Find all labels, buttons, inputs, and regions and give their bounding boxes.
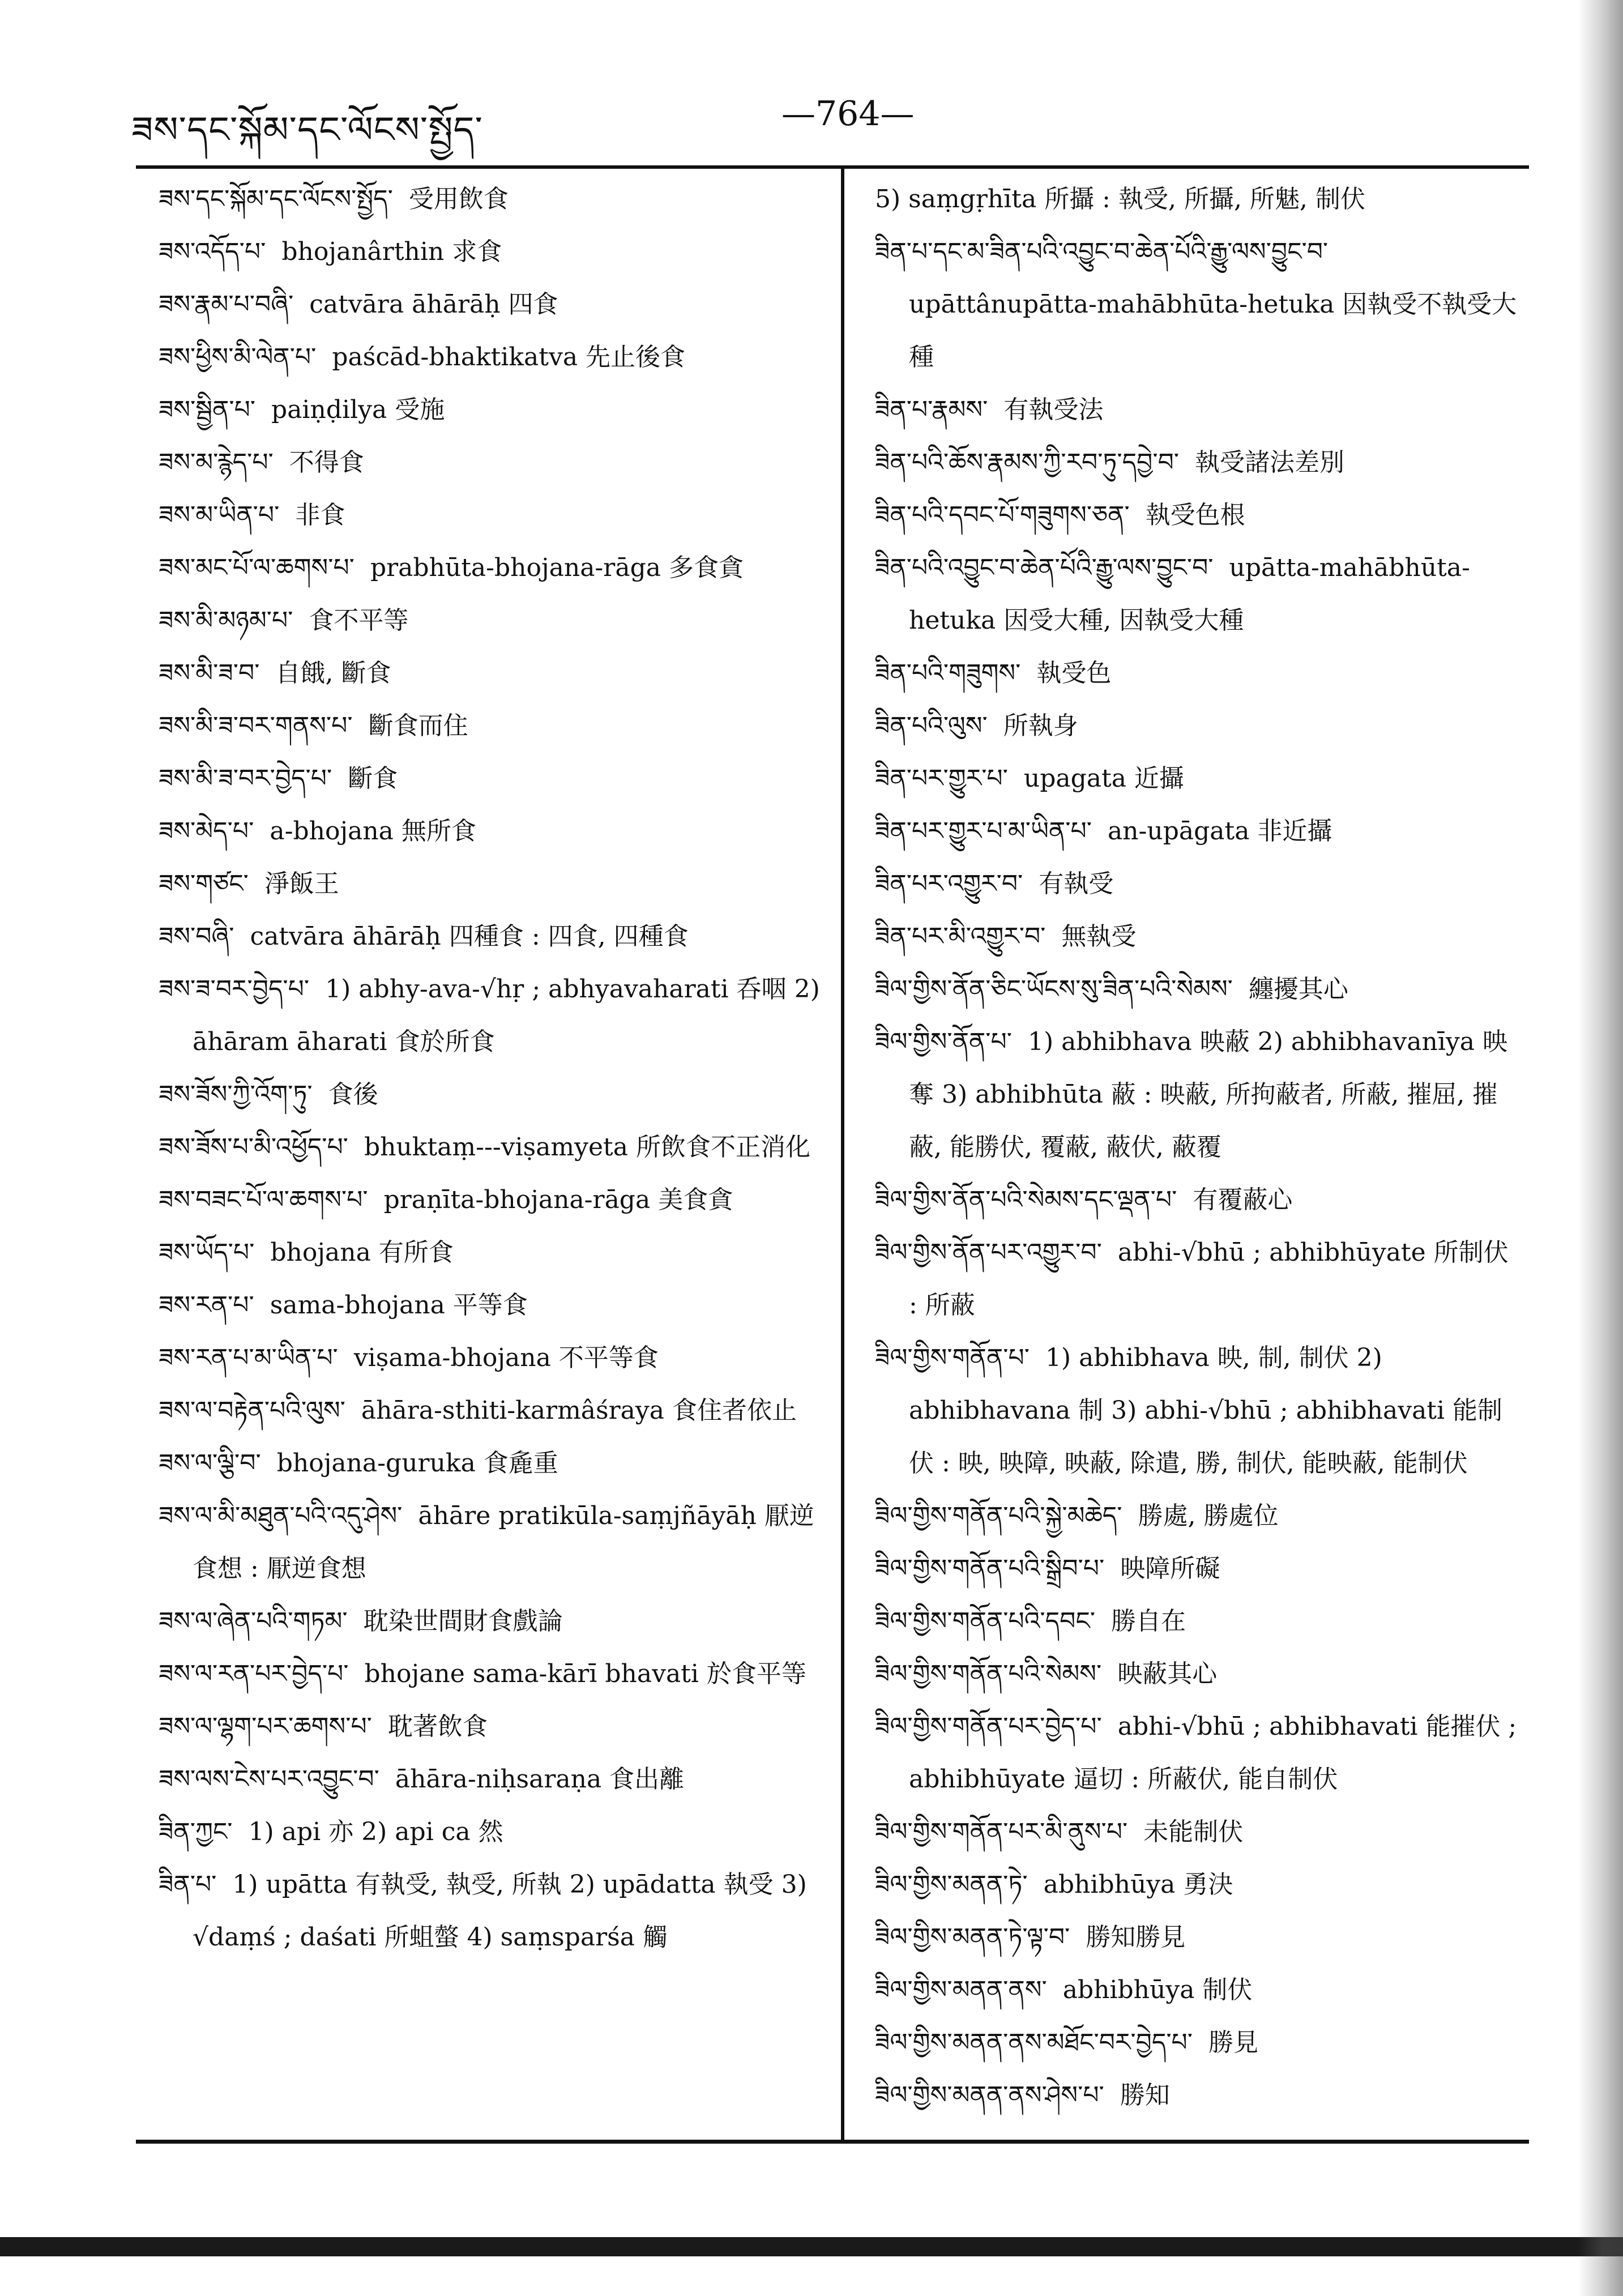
entry-headword: ཟས་དང་སྐོམ་དང་ལོངས་སྤྱོད་ bbox=[159, 185, 393, 214]
entry-headword: ཟས་བཞི་ bbox=[159, 922, 234, 951]
entry-gloss: 受用飲食 bbox=[408, 185, 509, 214]
dictionary-entry bbox=[875, 1911, 1521, 1964]
dictionary-entry bbox=[875, 1490, 1521, 1542]
entry-gloss: 無執受 bbox=[1061, 922, 1137, 951]
entry-gloss: 勝知勝見 bbox=[1086, 1923, 1186, 1952]
dictionary-entry bbox=[875, 1648, 1521, 1700]
entry-gloss: 不得食 bbox=[289, 448, 364, 477]
dictionary-entry bbox=[875, 1173, 1521, 1226]
dictionary-entry bbox=[875, 1858, 1521, 1911]
entry-gloss: 1) upātta 有執受, 執受, 所執 2) upādatta 執受 3) √daṃś ; daśati 所蛆螫 4) saṃsparśa 觸 bbox=[193, 1870, 807, 1952]
entry-headword: ཟས་ལ་ལྷག་པར་ཆགས་པ་ bbox=[159, 1712, 372, 1741]
entry-headword: ཟས་ཡོད་པ་ bbox=[159, 1238, 255, 1267]
dictionary-entry bbox=[159, 647, 821, 699]
bottom-rule bbox=[136, 2140, 1529, 2144]
entry-gloss: 勝見 bbox=[1208, 2028, 1258, 2057]
dictionary-entry bbox=[159, 541, 821, 594]
dictionary-entry bbox=[159, 752, 821, 805]
entry-gloss: praṇīta-bhojana-rāga 美食貪 bbox=[383, 1185, 733, 1214]
entry-gloss: upagata 近攝 bbox=[1023, 764, 1184, 793]
dictionary-entry bbox=[159, 1226, 821, 1279]
entry-headword: ཟིལ་གྱིས་མནན་ནས་ bbox=[875, 1975, 1047, 2004]
dictionary-entry bbox=[159, 1331, 821, 1384]
dictionary-entry bbox=[159, 805, 821, 857]
entry-headword: ཟས་ལ་རན་པར་བྱེད་པ་ bbox=[159, 1659, 349, 1688]
entry-headword: ཟིན་པ་རྣམས་ bbox=[875, 395, 988, 424]
entry-headword: ཟིན་པའི་ལུས་ bbox=[875, 711, 988, 740]
dictionary-entry bbox=[159, 1279, 821, 1331]
entry-gloss: 有執受法 bbox=[1003, 395, 1104, 424]
dictionary-entry bbox=[875, 1964, 1521, 2016]
entry-gloss: 勝處, 勝處位 bbox=[1138, 1501, 1279, 1530]
entry-headword: ཟིན་པ་དང་མ་ཟིན་པའི་འབྱུང་བ་ཆེན་པོའི་རྒྱུ་ལས་བྱུང་བ་ bbox=[875, 237, 1329, 266]
entry-headword: ཟས་བཟང་པོ་ལ་ཆགས་པ་ bbox=[159, 1185, 368, 1214]
dictionary-entry bbox=[875, 173, 1521, 225]
entry-gloss: 勝知 bbox=[1120, 2081, 1170, 2110]
dictionary-entry bbox=[875, 1542, 1521, 1595]
entry-gloss: 1) abhibhava 映蔽 2) abhibhavanīya 映奪 3) abhibhūta 蔽 : 映蔽, 所拘蔽者, 所蔽, 摧屈, 摧蔽, 能勝伏, 覆蔽, 蔽伏, 蔽覆 bbox=[909, 1027, 1507, 1162]
right-column bbox=[875, 173, 1521, 2122]
dictionary-entry bbox=[875, 857, 1521, 910]
entry-gloss: 有執受 bbox=[1039, 869, 1114, 898]
entry-gloss: paiṇḍilya 受施 bbox=[271, 395, 445, 424]
top-rule bbox=[136, 165, 1529, 169]
entry-headword: ཟས་འདོད་པ་ bbox=[159, 237, 266, 266]
entry-gloss: 耽著飲食 bbox=[387, 1712, 488, 1741]
entry-gloss: 淨飯王 bbox=[264, 869, 339, 898]
dictionary-entry bbox=[875, 489, 1521, 541]
dictionary-entry bbox=[875, 1226, 1521, 1331]
dictionary-entry bbox=[159, 1753, 821, 1806]
dictionary-entry bbox=[875, 436, 1521, 489]
entry-headword: ཟས་མ་ཡིན་པ་ bbox=[159, 501, 280, 530]
entry-headword: ཟས་མི་ཟ་བ་ bbox=[159, 659, 260, 688]
entry-headword: ཟིལ་གྱིས་ནོན་པའི་སེམས་དང་ལྡན་པ་ bbox=[875, 1185, 1177, 1214]
entry-headword: ཟས་ལ་ཞེན་པའི་གཏམ་ bbox=[159, 1607, 348, 1636]
entry-headword: ཟས་ལ་ལྕི་བ་ bbox=[159, 1449, 261, 1478]
entry-headword: ཟས་མ་རྙེད་པ་ bbox=[159, 448, 274, 477]
entry-headword: ཟས་མི་ཟ་བར་བྱེད་པ་ bbox=[159, 764, 332, 793]
dictionary-entry bbox=[159, 963, 821, 1068]
dictionary-entry bbox=[159, 1858, 821, 1964]
column-divider bbox=[841, 169, 844, 2140]
entry-gloss: paścād-bhaktikatva 先止後食 bbox=[332, 343, 686, 372]
dictionary-entry bbox=[159, 331, 821, 383]
dictionary-entry bbox=[875, 752, 1521, 805]
dictionary-entry bbox=[875, 1331, 1521, 1490]
entry-headword: ཟས་སྦྱིན་པ་ bbox=[159, 395, 256, 424]
entry-headword: ཟས་ཕྱིས་མི་ལེན་པ་ bbox=[159, 343, 317, 372]
entry-headword: ཟིལ་གྱིས་གནོན་པར་བྱེད་པ་ bbox=[875, 1712, 1102, 1741]
dictionary-entry bbox=[159, 857, 821, 910]
entry-gloss: an-upāgata 非近攝 bbox=[1107, 817, 1332, 846]
entry-gloss: a-bhojana 無所食 bbox=[270, 817, 476, 846]
dictionary-entry bbox=[875, 910, 1521, 963]
dictionary-entry bbox=[159, 1384, 821, 1437]
entry-headword: ཟས་གཙང་ bbox=[159, 869, 249, 898]
dictionary-entry bbox=[875, 225, 1521, 383]
entry-gloss: 執受諸法差別 bbox=[1195, 448, 1345, 477]
dictionary-entry bbox=[159, 173, 821, 225]
entry-gloss: bhojanârthin 求食 bbox=[281, 237, 502, 266]
entry-headword: ཟིན་པའི་ཆོས་རྣམས་ཀྱི་རབ་ཏུ་དབྱེ་བ་ bbox=[875, 448, 1180, 477]
entry-gloss: 所執身 bbox=[1003, 711, 1078, 740]
dictionary-entry bbox=[159, 1806, 821, 1858]
dictionary-entry bbox=[159, 1068, 821, 1121]
entry-headword: ཟས་ལ་མི་མཐུན་པའི་འདུ་ཤེས་ bbox=[159, 1501, 403, 1530]
entry-gloss: 斷食而住 bbox=[368, 711, 468, 740]
entry-gloss: viṣama-bhojana 不平等食 bbox=[353, 1343, 659, 1372]
entry-gloss: 耽染世間財食戲論 bbox=[363, 1607, 563, 1636]
entry-gloss: 1) abhy-ava-√hṛ ; abhyavaharati 呑咽 2) āhāram āharati 食於所食 bbox=[193, 975, 820, 1056]
dictionary-entry bbox=[159, 1700, 821, 1753]
dictionary-entry bbox=[159, 1121, 821, 1173]
dictionary-entry bbox=[875, 1806, 1521, 1858]
entry-gloss: 1) abhibhava 映, 制, 制伏 2) abhibhavana 制 3) abhi-√bhū ; abhibhavati 能制伏 : 映, 映障, 映蔽, 除遣, 勝, 制伏, 能映蔽, 能制伏 bbox=[909, 1343, 1503, 1478]
entry-gloss: 非食 bbox=[295, 501, 345, 530]
entry-headword: ཟིན་པའི་འབྱུང་བ་ཆེན་པོའི་རྒྱུ་ལས་བྱུང་བ་ bbox=[875, 553, 1214, 582]
dictionary-entry bbox=[159, 383, 821, 436]
dictionary-entry bbox=[875, 699, 1521, 752]
entry-gloss: 5) saṃgṛhīta 所攝 : 執受, 所攝, 所魅, 制伏 bbox=[875, 185, 1365, 214]
entry-gloss: abhibhūya 制伏 bbox=[1062, 1975, 1253, 2004]
entry-gloss: 纏擾其心 bbox=[1248, 975, 1348, 1004]
entry-headword: ཟས་མི་མཉམ་པ་ bbox=[159, 606, 293, 635]
entry-gloss: abhi-√bhū ; abhibhavati 能摧伏 ; abhibhūyate 逼切 : 所蔽伏, 能自制伏 bbox=[909, 1712, 1517, 1794]
entry-headword: ཟས་རན་པ་ bbox=[159, 1291, 254, 1320]
entry-gloss: 食不平等 bbox=[309, 606, 409, 635]
dictionary-entry bbox=[159, 1648, 821, 1700]
entry-headword: ཟས་རན་པ་མ་ཡིན་པ་ bbox=[159, 1343, 338, 1372]
entry-headword: ཟིལ་གྱིས་མནན་ནས་ཤེས་པ་ bbox=[875, 2081, 1104, 2110]
dictionary-entry bbox=[159, 910, 821, 963]
dictionary-entry bbox=[875, 2069, 1521, 2122]
dictionary-entry bbox=[159, 225, 821, 278]
dictionary-entry bbox=[875, 383, 1521, 436]
entry-headword: ཟས་ཟོས་ཀྱི་འོག་ཏུ་ bbox=[159, 1080, 313, 1109]
dictionary-entry bbox=[875, 2016, 1521, 2069]
entry-headword: ཟིན་པའི་གཟུགས་ bbox=[875, 659, 1021, 688]
dictionary-entry bbox=[159, 1173, 821, 1226]
entry-headword: ཟས་ལས་ངེས་པར་འབྱུང་བ་ bbox=[159, 1765, 379, 1794]
entry-gloss: 勝自在 bbox=[1111, 1607, 1186, 1636]
entry-gloss: 執受色 bbox=[1036, 659, 1112, 688]
dictionary-entry bbox=[159, 436, 821, 489]
entry-headword: ཟིལ་གྱིས་ནོན་ཅིང་ཡོངས་སུ་ཟིན་པའི་སེམས་ bbox=[875, 975, 1233, 1004]
entry-headword: ཟིལ་གྱིས་ནོན་པར་འགྱུར་བ་ bbox=[875, 1238, 1102, 1267]
entry-headword: ཟིལ་གྱིས་གནོན་པའི་སྒྲིབ་པ་ bbox=[875, 1554, 1105, 1583]
entry-gloss: 斷食 bbox=[348, 764, 398, 793]
entry-gloss: prabhūta-bhojana-rāga 多食貪 bbox=[370, 553, 744, 582]
entry-gloss: 自餓, 斷食 bbox=[275, 659, 391, 688]
running-header: ཟས་དང་སྐོམ་དང་ལོངས་སྤྱོད་ bbox=[131, 109, 483, 151]
dictionary-entry bbox=[875, 805, 1521, 857]
entry-headword: ཟས་ཟ་བར་བྱེད་པ་ bbox=[159, 975, 310, 1004]
dictionary-entry bbox=[159, 699, 821, 752]
entry-gloss: 執受色根 bbox=[1145, 501, 1245, 530]
entry-headword: ཟིལ་གྱིས་མནན་ཏེ་ bbox=[875, 1870, 1028, 1899]
entry-gloss: 映蔽其心 bbox=[1117, 1659, 1218, 1688]
entry-headword: ཟས་ཟོས་པ་མི་འཕྱོད་པ་ bbox=[159, 1133, 348, 1162]
dictionary-entry bbox=[159, 278, 821, 331]
entry-gloss: sama-bhojana 平等食 bbox=[270, 1291, 528, 1320]
entry-headword: ཟས་མེད་པ་ bbox=[159, 817, 254, 846]
entry-headword: ཟིལ་གྱིས་གནོན་པ་ bbox=[875, 1343, 1030, 1372]
entry-headword: ཟིན་པ་ bbox=[159, 1870, 217, 1899]
entry-headword: ཟིལ་གྱིས་གནོན་པའི་དབང་ bbox=[875, 1607, 1095, 1636]
entry-headword: ཟིན་ཀྱང་ bbox=[159, 1817, 233, 1846]
entry-gloss: āhāre pratikūla-saṃjñāyāḥ 厭逆食想 : 厭逆食想 bbox=[193, 1501, 814, 1583]
entry-gloss: abhi-√bhū ; abhibhūyate 所制伏 : 所蔽 bbox=[909, 1238, 1509, 1320]
entry-gloss: upāttânupātta-mahābhūta-hetuka 因執受不執受大種 bbox=[909, 290, 1517, 372]
dictionary-entry bbox=[875, 1595, 1521, 1648]
entry-headword: ཟས་མི་ཟ་བར་གནས་པ་ bbox=[159, 711, 353, 740]
entry-headword: ཟས་ལ་བརྟེན་པའི་ལུས་ bbox=[159, 1396, 345, 1425]
entry-gloss: 1) api 亦 2) api ca 然 bbox=[248, 1817, 503, 1846]
dictionary-entry bbox=[875, 1700, 1521, 1806]
dictionary-entry bbox=[875, 963, 1521, 1015]
dictionary-entry bbox=[159, 594, 821, 647]
dictionary-entry bbox=[875, 1015, 1521, 1173]
entry-gloss: 食後 bbox=[328, 1080, 378, 1109]
entry-headword: ཟིལ་གྱིས་གནོན་པའི་སེམས་ bbox=[875, 1659, 1102, 1688]
scan-edge-shadow bbox=[1578, 0, 1623, 2296]
entry-gloss: catvāra āhārāḥ 四食 bbox=[309, 290, 558, 319]
entry-gloss: abhibhūya 勇決 bbox=[1043, 1870, 1233, 1899]
entry-gloss: 映障所礙 bbox=[1120, 1554, 1220, 1583]
entry-headword: ཟིལ་གྱིས་གནོན་པར་མི་ནུས་པ་ bbox=[875, 1817, 1128, 1846]
entry-headword: ཟིལ་གྱིས་མནན་ནས་མཐོང་བར་བྱེད་པ་ bbox=[875, 2028, 1193, 2057]
entry-gloss: āhāra-niḥsaraṇa 食出離 bbox=[395, 1765, 685, 1794]
entry-gloss: bhojana-guruka 食麁重 bbox=[276, 1449, 558, 1478]
dictionary-entry bbox=[875, 647, 1521, 699]
dictionary-entry bbox=[159, 489, 821, 541]
dictionary-entry bbox=[159, 1595, 821, 1648]
scan-edge-bar bbox=[0, 2237, 1623, 2256]
dictionary-entry bbox=[159, 1437, 821, 1490]
entry-headword: ཟིན་པར་འགྱུར་བ་ bbox=[875, 869, 1023, 898]
entry-headword: ཟིལ་གྱིས་གནོན་པའི་སྐྱེ་མཆེད་ bbox=[875, 1501, 1122, 1530]
entry-headword: ཟིལ་གྱིས་མནན་ཏེ་ལྟ་བ་ bbox=[875, 1923, 1070, 1952]
dictionary-entry bbox=[875, 541, 1521, 647]
left-column bbox=[159, 173, 821, 1964]
entry-gloss: upātta-mahābhūta-hetuka 因受大種, 因執受大種 bbox=[909, 553, 1470, 635]
entry-gloss: 未能制伏 bbox=[1143, 1817, 1244, 1846]
entry-headword: ཟིན་པའི་དབང་པོ་གཟུགས་ཅན་ bbox=[875, 501, 1130, 530]
entry-gloss: bhojane sama-kārī bhavati 於食平等 bbox=[364, 1659, 806, 1688]
entry-headword: ཟས་མང་པོ་ལ་ཆགས་པ་ bbox=[159, 553, 355, 582]
entry-gloss: āhāra-sthiti-karmâśraya 食住者依止 bbox=[361, 1396, 797, 1425]
entry-headword: ཟིན་པར་གྱུར་པ་མ་ཡིན་པ་ bbox=[875, 817, 1092, 846]
page-number: —764— bbox=[781, 94, 915, 134]
dictionary-entry bbox=[159, 1490, 821, 1595]
entry-gloss: bhuktaṃ---viṣamyeta 所飲食不正消化 bbox=[364, 1133, 810, 1162]
entry-headword: ཟིན་པར་མི་འགྱུར་བ་ bbox=[875, 922, 1046, 951]
entry-headword: ཟིལ་གྱིས་ནོན་པ་ bbox=[875, 1027, 1012, 1056]
entry-headword: ཟས་རྣམ་པ་བཞི་ bbox=[159, 290, 294, 319]
entry-headword: ཟིན་པར་གྱུར་པ་ bbox=[875, 764, 1008, 793]
entry-gloss: catvāra āhārāḥ 四種食 : 四食, 四種食 bbox=[250, 922, 689, 951]
entry-gloss: 有覆蔽心 bbox=[1193, 1185, 1293, 1214]
entry-gloss: bhojana 有所食 bbox=[270, 1238, 454, 1267]
